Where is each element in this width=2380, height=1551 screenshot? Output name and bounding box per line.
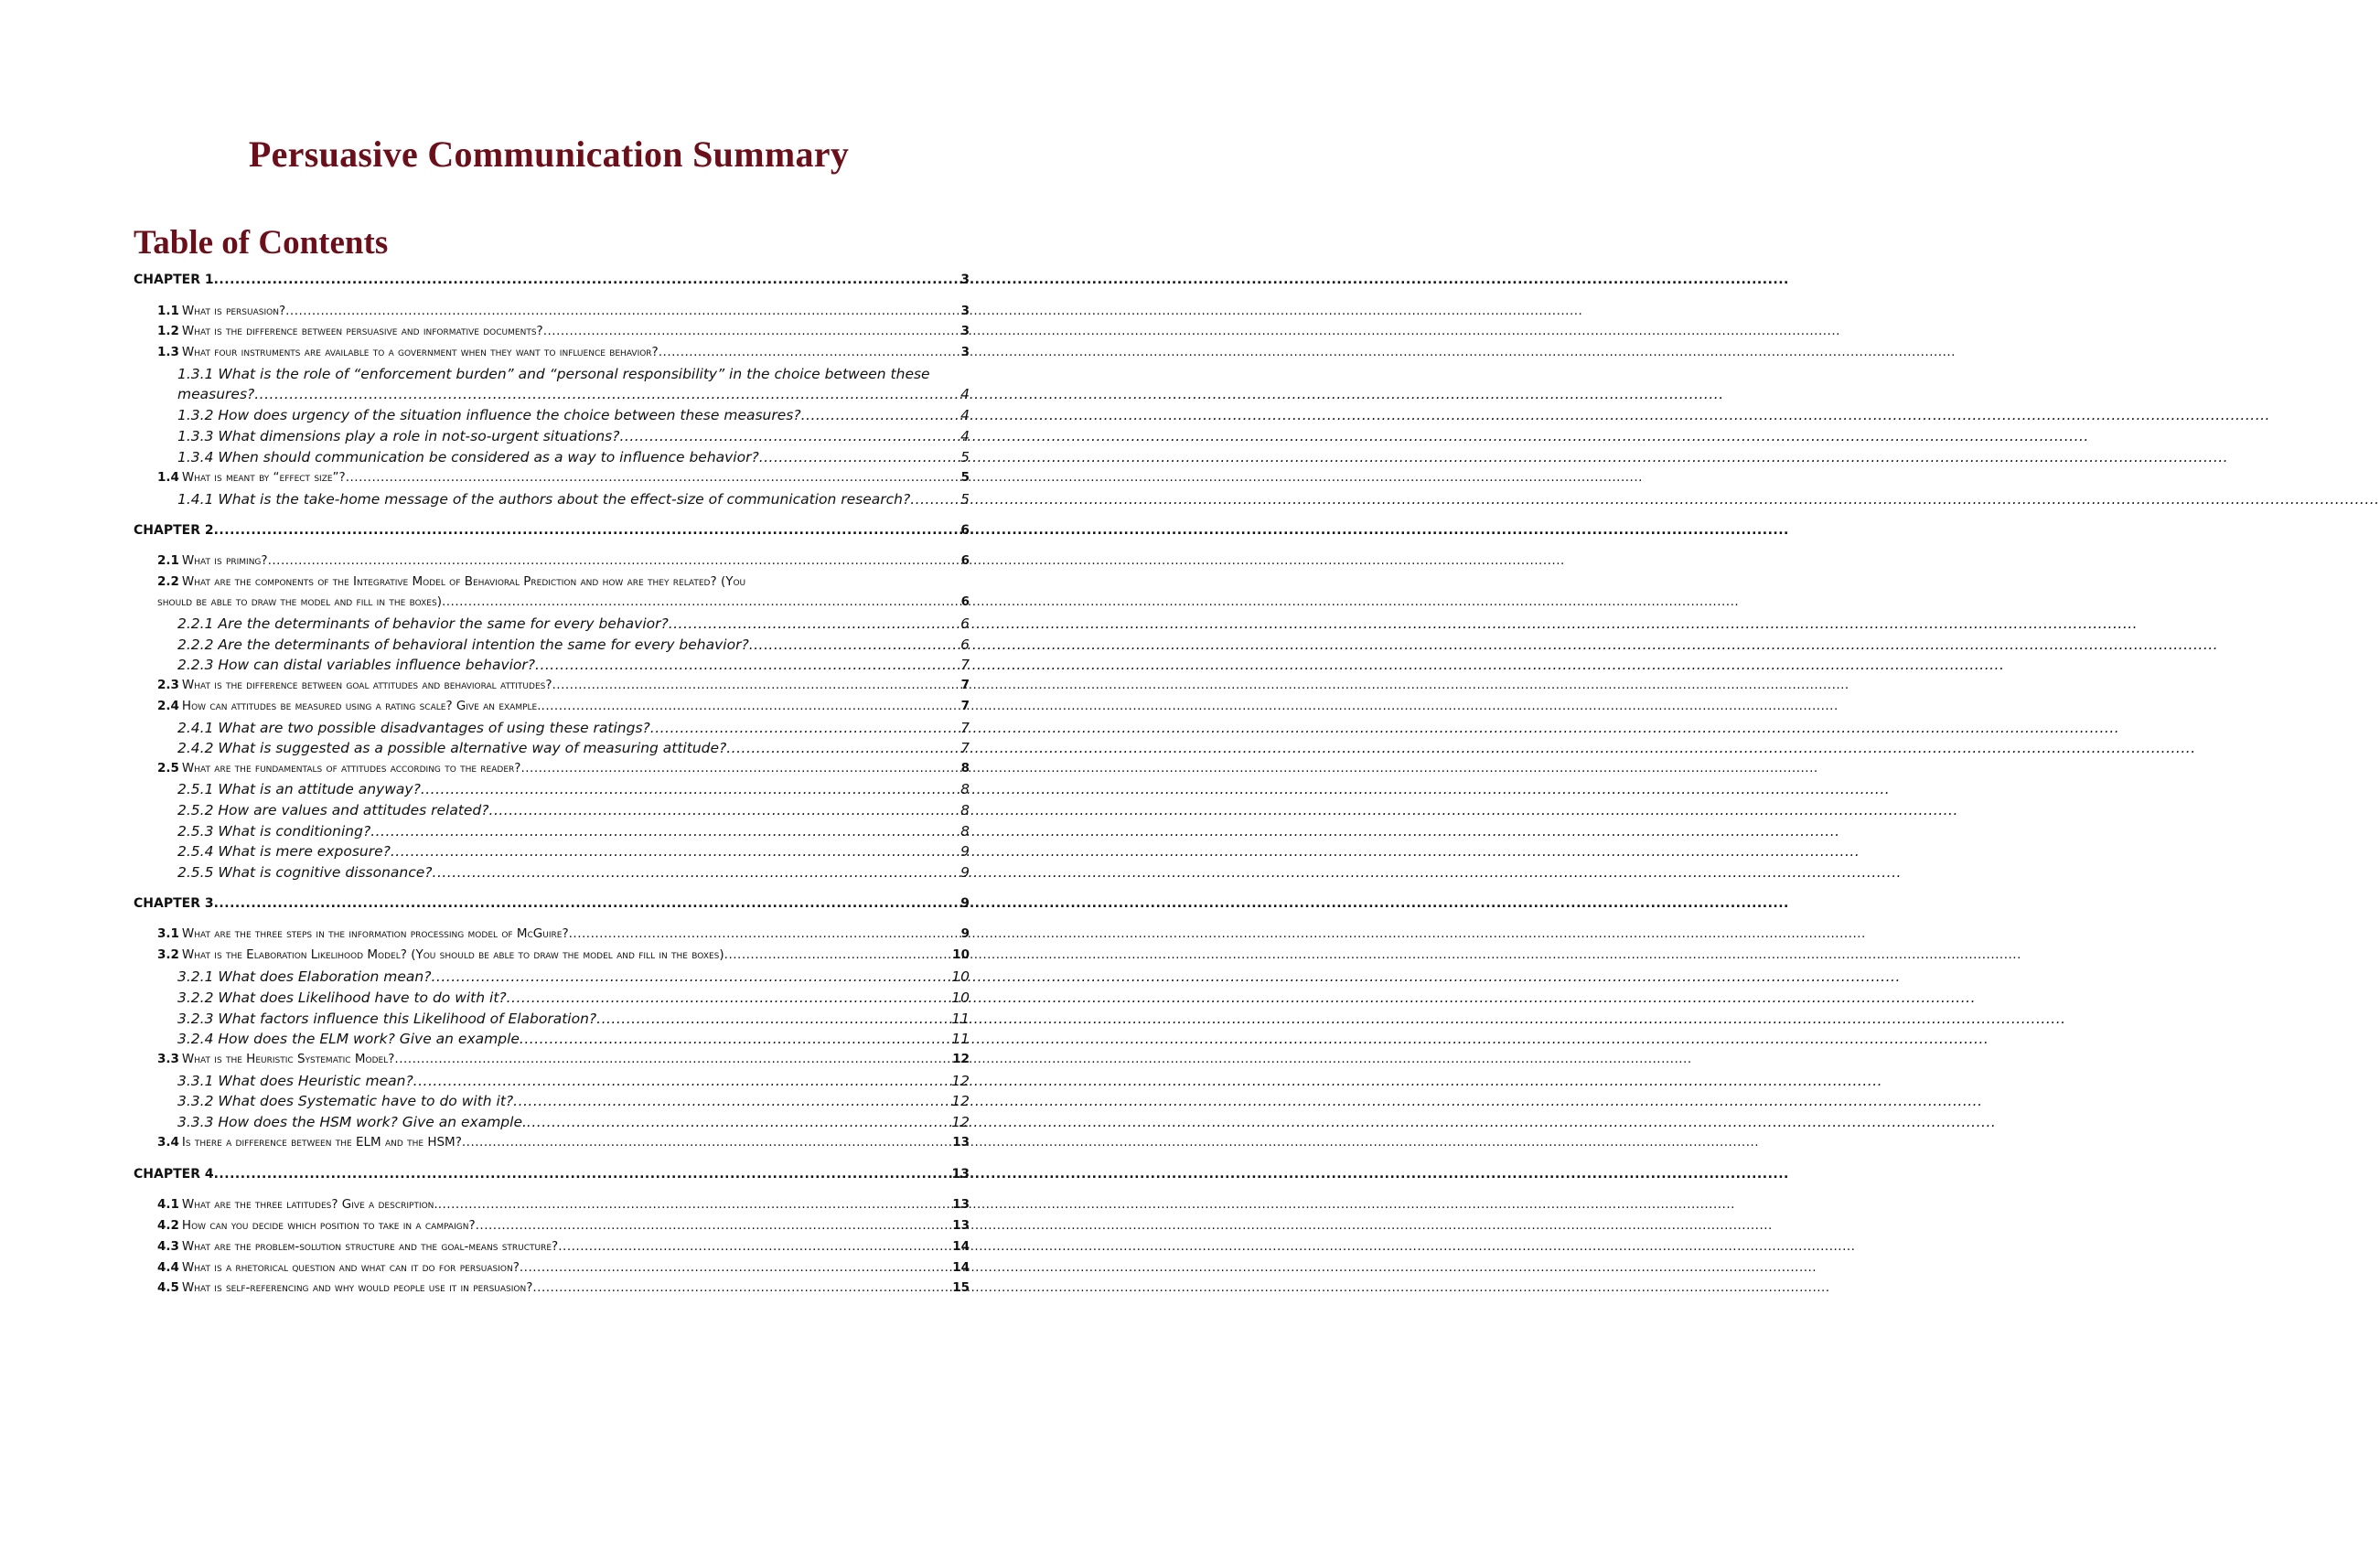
- toc-page-number: 11: [951, 1011, 970, 1027]
- toc-dot-leader: [214, 523, 960, 538]
- toc-dot-leader: [659, 345, 960, 359]
- toc-entry-text: 2.2.1 Are the determinants of behavior the same for every behavior?: [177, 615, 669, 632]
- toc-entry[interactable]: [157, 470, 970, 485]
- toc-entry[interactable]: [177, 1011, 970, 1027]
- toc-entry-text: What are the three latitudes? Give a description.: [181, 1197, 438, 1212]
- toc-page-number: 6: [960, 636, 970, 653]
- toc-entry[interactable]: [177, 1093, 970, 1109]
- toc-entry-number: 3.3: [157, 1052, 179, 1066]
- toc-page-number: 9: [960, 843, 970, 860]
- toc-dot-leader: [346, 470, 960, 485]
- toc-entry-text: 3.2.3 What factors influence this Likelihood of Elaboration?: [177, 1011, 597, 1027]
- toc-heading: Table of Contents: [134, 224, 389, 262]
- toc-page-number: 11: [951, 1031, 970, 1047]
- toc-entry[interactable]: [134, 273, 970, 287]
- toc-dot-leader: [370, 823, 960, 840]
- toc-dot-leader: [268, 553, 960, 568]
- toc-entry-number: 1.4: [157, 470, 179, 485]
- toc-dot-leader: [413, 1073, 951, 1089]
- toc-entry[interactable]: [177, 657, 970, 673]
- toc-dot-leader: [513, 1093, 950, 1109]
- toc-entry-number: 4.1: [157, 1197, 179, 1212]
- toc-entry-text: 1.3.4 When should communication be considered as a way to influence behavior?: [177, 449, 759, 465]
- toc-entry[interactable]: [177, 1031, 970, 1047]
- toc-entry[interactable]: [157, 1135, 970, 1150]
- toc-entry[interactable]: [177, 823, 970, 840]
- toc-entry[interactable]: [157, 947, 970, 962]
- toc-page-number: 4: [960, 407, 970, 423]
- toc-entry[interactable]: [177, 386, 970, 402]
- toc-dot-leader: [532, 1280, 951, 1295]
- toc-entry[interactable]: [177, 781, 970, 797]
- toc-entry-text: What is the Heuristic Systematic Model?: [181, 1052, 395, 1066]
- toc-entry[interactable]: [177, 1073, 970, 1089]
- toc-entry-text: What is persuasion?: [181, 304, 286, 318]
- toc-entry-number: 3.4: [157, 1135, 179, 1150]
- toc-page-number: 4: [960, 428, 970, 444]
- toc-entry-number: 1.1: [157, 304, 179, 318]
- toc-entry-number: 4.2: [157, 1218, 179, 1233]
- toc-entry[interactable]: [157, 594, 970, 609]
- toc-entry-number: 1.3: [157, 345, 179, 359]
- toc-entry[interactable]: [177, 968, 970, 985]
- toc-dot-leader: [214, 896, 960, 911]
- toc-entry-text: 3.3.3 How does the HSM work? Give an example.: [177, 1114, 527, 1130]
- toc-entry-number: 2.2: [157, 574, 179, 589]
- toc-page-number: 10: [951, 968, 970, 985]
- toc-entry-text: Is there a difference between the ELM and the HSM?: [181, 1135, 462, 1150]
- toc-entry-text: 2.4.1 What are two possible disadvantages of using these ratings?: [177, 720, 650, 736]
- toc-dot-leader: [462, 1135, 951, 1150]
- toc-dot-leader: [543, 324, 960, 338]
- toc-page-number: 12: [951, 1073, 970, 1089]
- toc-dot-leader: [569, 926, 960, 941]
- document-page: [0, 0, 1098, 1551]
- toc-dot-leader: [910, 491, 960, 508]
- toc-page-number: 14: [952, 1260, 970, 1275]
- toc-entry[interactable]: [177, 407, 970, 423]
- toc-dot-leader: [541, 699, 960, 713]
- toc-entry[interactable]: [157, 678, 970, 692]
- toc-dot-leader: [669, 615, 960, 632]
- toc-page-number: 7: [960, 657, 970, 673]
- toc-entry-text: What is priming?: [181, 553, 268, 568]
- toc-dot-leader: [650, 720, 960, 736]
- toc-entry-text: 2.5.5 What is cognitive dissonance?: [177, 864, 433, 881]
- toc-entry[interactable]: [177, 615, 970, 632]
- toc-entry-text: What are the fundamentals of attitudes according to the reader?: [181, 761, 521, 776]
- toc-entry-number: 1.2: [157, 324, 179, 338]
- toc-dot-leader: [214, 273, 960, 287]
- toc-dot-leader: [285, 304, 960, 318]
- toc-dot-leader: [433, 864, 960, 881]
- toc-entry-text: 2.5.2 How are values and attitudes related?: [177, 802, 489, 818]
- toc-page-number: 12: [951, 1114, 970, 1130]
- toc-page-number: 3: [960, 345, 970, 359]
- toc-page-number: 12: [951, 1093, 970, 1109]
- toc-entry[interactable]: [134, 896, 970, 911]
- toc-page-number: 13: [952, 1218, 970, 1233]
- toc-entry[interactable]: [157, 1218, 970, 1233]
- toc-page-number: 12: [952, 1052, 970, 1066]
- toc-dot-leader: [214, 1167, 951, 1182]
- toc-entry[interactable]: [157, 574, 970, 589]
- toc-dot-leader: [619, 428, 960, 444]
- toc-page-number: 5: [960, 491, 970, 508]
- toc-entry[interactable]: [157, 1197, 970, 1212]
- toc-entry[interactable]: [177, 864, 970, 881]
- toc-entry[interactable]: [157, 1052, 970, 1066]
- toc-dot-leader: [489, 802, 960, 818]
- toc-entry-text: What are the components of the Integrative Model of Behavioral Prediction and how are they related? (You: [181, 574, 746, 589]
- toc-page-number: 5: [960, 449, 970, 465]
- toc-entry-text: 2.2.2 Are the determinants of behavioral intention the same for every behavior?: [177, 636, 749, 653]
- toc-entry-text: CHAPTER 4: [134, 1167, 214, 1182]
- toc-dot-leader: [558, 1239, 951, 1254]
- toc-dot-leader: [476, 1218, 952, 1233]
- toc-dot-leader: [749, 636, 960, 653]
- toc-page-number: 3: [960, 324, 970, 338]
- toc-entry[interactable]: [177, 491, 970, 508]
- toc-entry-text: What is self-referencing and why would people use it in persuasion?: [181, 1280, 533, 1295]
- toc-entry-number: 4.5: [157, 1280, 179, 1295]
- toc-page-number: 7: [960, 720, 970, 736]
- toc-page-number: 13: [952, 1197, 970, 1212]
- toc-entry-number: 4.4: [157, 1260, 179, 1275]
- toc-entry-text: 2.5.1 What is an attitude anyway?: [177, 781, 421, 797]
- toc-entry-text: How can you decide which position to take in a campaign?: [181, 1218, 476, 1233]
- toc-entry[interactable]: [157, 1280, 970, 1295]
- toc-entry[interactable]: [157, 926, 970, 941]
- toc-entry[interactable]: [177, 989, 970, 1006]
- toc-entry-text: 2.5.3 What is conditioning?: [177, 823, 371, 840]
- toc-entry-text: CHAPTER 3: [134, 896, 214, 911]
- toc-page-number: 14: [952, 1239, 970, 1254]
- toc-page-number: 5: [960, 470, 970, 485]
- toc-page-number: 8: [960, 823, 970, 840]
- toc-page-number: 10: [952, 947, 970, 962]
- toc-dot-leader: [535, 657, 960, 673]
- toc-page-number: 7: [960, 678, 970, 692]
- toc-page-number: 9: [960, 896, 970, 911]
- toc-entry-text: measures?: [177, 386, 255, 402]
- toc-page-number: 6: [960, 523, 970, 538]
- toc-entry-text: 3.2.2 What does Likelihood have to do with it?: [177, 989, 507, 1006]
- toc-entry[interactable]: [157, 345, 970, 359]
- toc-entry[interactable]: [177, 843, 970, 860]
- toc-dot-leader: [759, 449, 960, 465]
- toc-entry-text: 3.3.2 What does Systematic have to do with it?: [177, 1093, 514, 1109]
- toc-dot-leader: [254, 386, 960, 402]
- toc-page-number: 6: [960, 553, 970, 568]
- toc-entry-text: 3.2.1 What does Elaboration mean?: [177, 968, 432, 985]
- toc-page-number: 15: [952, 1280, 970, 1295]
- toc-entry-text: CHAPTER 1: [134, 273, 214, 287]
- toc-page-number: 9: [960, 926, 970, 941]
- toc-entry[interactable]: [157, 304, 970, 318]
- toc-page-number: 9: [960, 864, 970, 881]
- toc-entry-text: What is meant by “effect size”?: [181, 470, 346, 485]
- toc-entry[interactable]: [134, 1167, 970, 1182]
- toc-entry-text: 1.3.1 What is the role of “enforcement burden” and “personal responsibility” in the choice between these: [177, 366, 930, 382]
- toc-entry[interactable]: [177, 740, 970, 756]
- toc-page-number: 8: [960, 781, 970, 797]
- toc-dot-leader: [394, 1052, 951, 1066]
- toc-entry[interactable]: [157, 1260, 970, 1275]
- toc-dot-leader: [801, 407, 960, 423]
- toc-page-number: 8: [960, 761, 970, 776]
- toc-entry-number: 2.1: [157, 553, 179, 568]
- toc-entry-text: 1.3.3 What dimensions play a role in not-so-urgent situations?: [177, 428, 620, 444]
- toc-entry-number: 2.4: [157, 699, 179, 713]
- toc-dot-leader: [527, 1114, 950, 1130]
- toc-entry-text: What are the three steps in the information processing model of McGuire?: [181, 926, 569, 941]
- toc-dot-leader: [391, 843, 960, 860]
- toc-dot-leader: [596, 1011, 950, 1027]
- toc-page-number: 13: [952, 1135, 970, 1150]
- toc-entry-text: 2.4.2 What is suggested as a possible alternative way of measuring attitude?: [177, 740, 727, 756]
- toc-page-number: 4: [960, 386, 970, 402]
- toc-page-number: 8: [960, 802, 970, 818]
- toc-entry[interactable]: [177, 449, 970, 465]
- toc-entry-text: 3.3.1 What does Heuristic mean?: [177, 1073, 413, 1089]
- toc-dot-leader: [431, 968, 950, 985]
- toc-entry-number: 3.2: [157, 947, 179, 962]
- toc-entry[interactable]: [134, 523, 970, 538]
- toc-entry-text: What is the difference between persuasive and informative documents?: [181, 324, 543, 338]
- toc-entry-text: What is the difference between goal attitudes and behavioral attitudes?: [181, 678, 552, 692]
- toc-entry-text: What is a rhetorical question and what can it do for persuasion?: [181, 1260, 520, 1275]
- toc-entry-text: 2.5.4 What is mere exposure?: [177, 843, 391, 860]
- toc-page-number: 6: [960, 615, 970, 632]
- toc-entry[interactable]: [157, 1239, 970, 1254]
- toc-entry[interactable]: [177, 366, 970, 382]
- toc-page-number: 3: [960, 273, 970, 287]
- toc-entry-number: 3.1: [157, 926, 179, 941]
- toc-dot-leader: [520, 1260, 951, 1275]
- toc-entry[interactable]: [177, 720, 970, 736]
- toc-dot-leader: [726, 740, 960, 756]
- toc-page-number: 3: [960, 304, 970, 318]
- toc-dot-leader: [724, 947, 952, 962]
- toc-page-number: 13: [951, 1167, 970, 1182]
- toc-entry-text: What is the Elaboration Likelihood Model? (You should be able to draw the model and fill in the boxes): [181, 947, 724, 962]
- toc-entry[interactable]: [177, 802, 970, 818]
- toc-entry-text: should be able to draw the model and fill in the boxes): [157, 594, 442, 609]
- toc-dot-leader: [421, 781, 960, 797]
- toc-dot-leader: [552, 678, 960, 692]
- toc-entry[interactable]: [157, 699, 970, 713]
- toc-page-number: 10: [951, 989, 970, 1006]
- toc-entry-number: 4.3: [157, 1239, 179, 1254]
- toc-dot-leader: [520, 761, 960, 776]
- toc-entry-text: What are the problem-solution structure and the goal-means structure?: [181, 1239, 559, 1254]
- toc-entry-text: What four instruments are available to a government when they want to influence behavior?: [181, 345, 659, 359]
- toc-dot-leader: [520, 1031, 950, 1047]
- toc-entry-text: 3.2.4 How does the ELM work? Give an example: [177, 1031, 520, 1047]
- toc-entry-text: 1.4.1 What is the take-home message of the authors about the effect-size of communication research?: [177, 491, 911, 508]
- toc-entry[interactable]: [157, 553, 970, 568]
- toc-entry-number: 2.3: [157, 678, 179, 692]
- toc-entry[interactable]: [157, 761, 970, 776]
- toc-page-number: 6: [960, 594, 970, 609]
- toc-page-number: 7: [960, 740, 970, 756]
- document-title: Persuasive Communication Summary: [248, 134, 850, 175]
- toc-entry[interactable]: [177, 428, 970, 444]
- toc-entry-text: 2.2.3 How can distal variables influence behavior?: [177, 657, 536, 673]
- toc-entry-number: 2.5: [157, 761, 179, 776]
- toc-dot-leader: [442, 594, 960, 609]
- toc-entry[interactable]: [177, 1114, 970, 1130]
- toc-entry-text: How can attitudes be measured using a rating scale? Give an example.: [181, 699, 541, 713]
- toc-entry[interactable]: [157, 324, 970, 338]
- toc-page-number: 7: [960, 699, 970, 713]
- toc-dot-leader: [438, 1197, 951, 1212]
- toc-entry-text: 1.3.2 How does urgency of the situation influence the choice between these measures?: [177, 407, 801, 423]
- toc-entry[interactable]: [177, 636, 970, 653]
- toc-dot-leader: [507, 989, 951, 1006]
- toc-entry-text: CHAPTER 2: [134, 523, 214, 538]
